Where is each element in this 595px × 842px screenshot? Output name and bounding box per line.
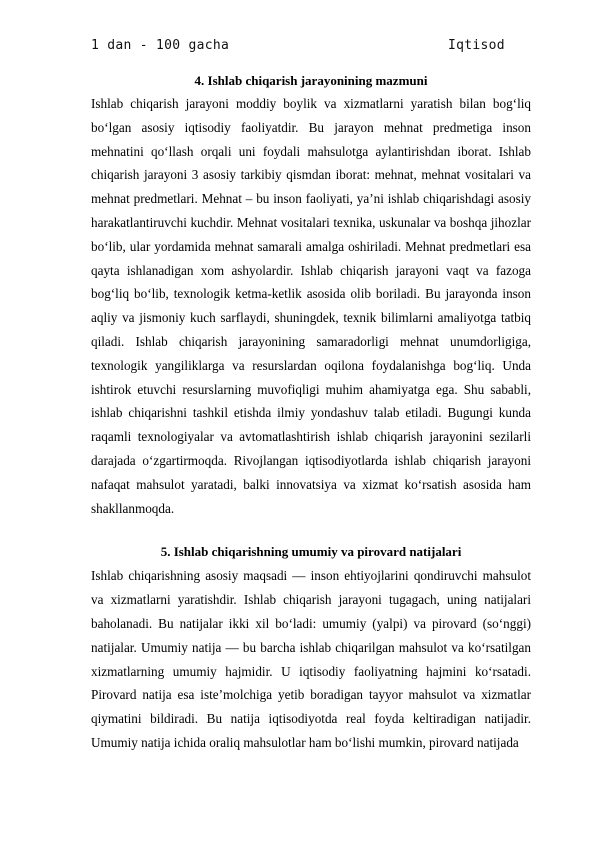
section-spacer bbox=[91, 520, 531, 541]
section-4-paragraph: Ishlab chiqarish jarayoni moddiy boylik va xizmatlarni yaratish bilan bog‘liq bo‘lgan asosiy iqtisodiy faoliyatdir. Bu jarayon mehnat predmetiga inson mehnatini qo‘llash orqali uni foydali mahsulotga aylantirishdan iborat. Ishlab chiqarish jarayoni 3 asosiy tarkibiy qismdan iborat: mehnat, mehnat vositalari va mehnat predmetlari. Mehnat – bu inson faoliyati, ya’ni ishlab chiqarishdagi asosiy harakatlantiruvchi kuchdir. Mehnat vositalari texnika, uskunalar va boshqa jihozlar bo‘lib, ular yordamida mehnat samarali amalga oshiriladi. Mehnat predmetlari esa qayta ishlanadigan xom ashyolardir. Ishlab chiqarish jarayoni vaqt va fazoga bog‘liq bo‘lib, texnologik ketma-ketlik asosida olib boriladi. Bu jarayonda inson aqliy va jismoniy kuch sarflaydi, shuningdek, texnik bilimlarni amaliyotga tatbiq qiladi. Ishlab chiqarish jarayonining samaradorligi mehnat unumdorligiga, texnologik yangiliklarga va resurslardan oqilona foydalanishga bog‘liq. Unda ishtirok etuvchi resurslarning muvofiqligi muhim ahamiyatga ega. Shu sababli, ishlab chiqarishni tashkil etishda ilmiy yondashuv talab etiladi. Bugungi kunda raqamli texnologiyalar va avtomatlashtirish ishlab chiqarish jarayonini sezilarli darajada o‘zgartirmoqda. Rivojlangan iqtisodiyotlarda ishlab chiqarish jarayoni nafaqat mahsulot yaratadi, balki innovatsiya va xizmat ko‘rsatish asosida ham shakllanmoqda. bbox=[91, 96, 531, 516]
subject-label: Iqtisod bbox=[448, 38, 505, 53]
page-header bbox=[91, 38, 521, 58]
section-4-title: 4. Ishlab chiqarish jarayonining mazmuni bbox=[194, 73, 428, 88]
section-5-title: 5. Ishlab chiqarishning umumiy va pirovard natijalari bbox=[160, 544, 462, 560]
section-5 bbox=[91, 541, 531, 754]
section-5-paragraph: Ishlab chiqarishning asosiy maqsadi — inson ehtiyojlarini qondiruvchi mahsulot va xizmatlarni yaratishdir. Ishlab chiqarish jarayoni tugagach, uning natijalari baholanadi. Bu natijalar ikki xil bo‘ladi: umumiy (yalpi) va pirovard (so‘nggi) natijalar. Umumiy natija — bu barcha ishlab chiqarilgan mahsulot va ko‘rsatilgan xizmatlarning umumiy hajmidir. U iqtisodiy faoliyatning hajmini ko‘rsatadi. Pirovard natija esa iste’molchiga yetib boradigan tayyor mahsulot va xizmatlar qiymatini bildiradi. Bu natija iqtisodiyotda real foyda keltiradigan natijadir. Umumiy natija ichida oraliq mahsulotlar ham bo‘lishi mumkin, pirovard natijada bbox=[91, 568, 531, 750]
page-range-label: 1 dan - 100 gacha bbox=[91, 38, 230, 53]
section-4 bbox=[91, 70, 531, 520]
document-body bbox=[91, 70, 531, 755]
